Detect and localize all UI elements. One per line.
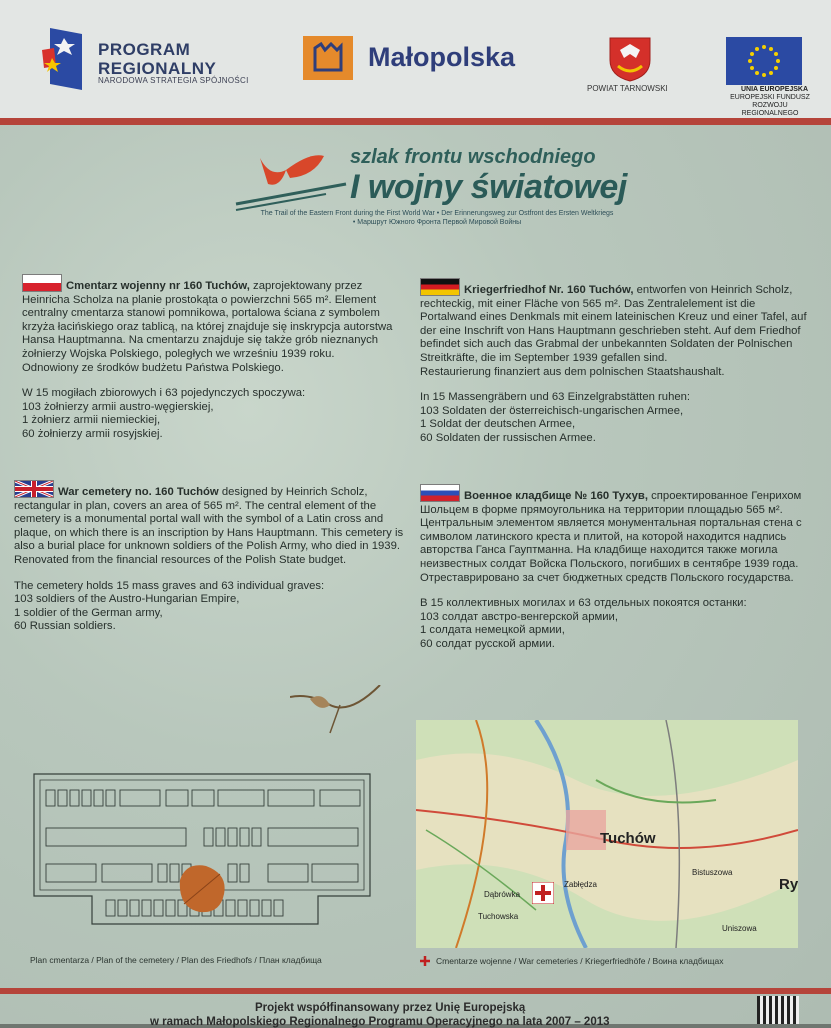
program-regionalny-logo-icon — [42, 28, 82, 90]
polish-renovation: Odnowiony ze środków budżetu Państwa Polskiego. — [22, 361, 284, 374]
polish-heading: Cmentarz wojenny nr 160 Tuchów, — [66, 280, 250, 292]
malopolska-logo-icon — [303, 36, 353, 80]
uk-flag-icon — [14, 480, 54, 498]
trail-subtitle-line2: • Маршрут Южного Фронта Первой Мировой Войны — [352, 219, 522, 226]
german-graves-line3: 60 Soldaten der russischen Armee. — [420, 431, 596, 444]
polish-graves-line1: 103 żołnierzy armii austro-węgierskiej, — [22, 400, 214, 413]
english-paragraph: designed by Heinrich Scholz, rectangular in plan, covers an area of 565 m². The central element of the cemetery is a monumental portal wall with the symbol of a Latin cross and plaque, on which there is an inscription by Hans Hauptmann. This cemetery is also a burial place for unknown soldiers of the Polish Army, who died in 1939. — [14, 486, 404, 553]
area-map — [416, 720, 798, 948]
russian-graves-intro: В 15 коллективных могилах и 63 отдельных покоятся останки: — [420, 597, 747, 610]
polish-graves-intro: W 15 mogiłach zbiorowych i 63 pojedynczych spoczywa: — [22, 387, 306, 400]
trail-subtitle — [232, 209, 642, 227]
german-graves-intro: In 15 Massengräbern und 63 Einzelgrabstätten ruhen: — [420, 391, 691, 404]
trail-title-line1: szlak frontu wschodniego — [350, 146, 596, 168]
polish-graves-line2: 1 żołnierz armii niemieckiej, — [22, 414, 161, 427]
russian-paragraph: спроектированное Генрихом Шольцем в форме прямоугольника на территории площадью 565 м². Центральным элементом является монументальная портальная стена с символом латинского креста и плитой, на которой находится надпись авторства Ганса Гауптманна. На кладбище находится также могила неизвестных солдат Войска Польского, погибших в сентябре 1939 года. — [420, 490, 802, 570]
map-label-bistuszowa: Bistuszowa — [692, 868, 733, 877]
eu-sub-line1: EUROPEJSKI FUNDUSZ — [730, 94, 810, 101]
eu-sub-line2: ROZWOJU REGIONALNEGO — [741, 102, 799, 117]
trail-butterfly-logo-icon — [230, 148, 350, 213]
powiat-tarnowski-crest-icon — [606, 36, 654, 82]
map-label-uniszowa: Uniszowa — [722, 924, 757, 933]
eu-flag-icon — [726, 37, 802, 85]
leaf-debris-icon — [172, 860, 230, 916]
trail-title-line2: I wojny światowej — [350, 168, 627, 206]
english-graves-line3: 60 Russian soldiers. — [14, 620, 116, 633]
english-heading: War cemetery no. 160 Tuchów — [58, 486, 219, 498]
powiat-tarnowski-label: POWIAT TARNOWSKI — [587, 84, 668, 93]
eu-subtitle — [727, 94, 813, 118]
english-text-block — [14, 480, 408, 634]
polish-paragraph: zaprojektowany przez Heinricha Scholza na planie prostokąta o powierzchni 565 m². Element centralny cmentarza stanowi pomnikowa, portalowa ściana z symbolem krzyża łacińskiego oraz tablicą, na której znajduje się inskrypcja autorstwa Hansa Hauptmanna. Na cmentarzu znajduje się także grób nieznanych żołnierzy Wojska Polskiego, poległych we wrześniu 1939 roku. — [22, 280, 393, 360]
map-label-ry: Ry — [779, 876, 798, 893]
footer-line2: w ramach Małopolskiego Regionalnego Programu Operacyjnego na lata 2007 – 2013 — [150, 1016, 610, 1028]
program-regionalny-subtitle: NARODOWA STRATEGIA SPÓJNOŚCI — [98, 76, 249, 85]
russian-graves-line2: 1 солдата немецкой армии, — [420, 624, 565, 637]
german-renovation: Restaurierung finanziert aus dem polnischen Staatshaushalt. — [420, 365, 725, 378]
russian-text-block — [420, 484, 808, 652]
cemetery-legend-icon — [420, 956, 430, 966]
german-text-block — [420, 278, 808, 446]
russian-graves-line1: 103 солдат австро-венгерской армии, — [420, 610, 619, 623]
twig-debris-icon — [290, 685, 385, 735]
map-label-dabrowka: Dąbrówka — [484, 890, 521, 899]
polish-text-block — [22, 274, 408, 442]
english-graves-line2: 1 soldier of the German army, — [14, 606, 163, 619]
map-label-tuchow: Tuchów — [600, 830, 656, 847]
program-regionalny-title — [98, 40, 216, 78]
german-graves-line1: 103 Soldaten der österreichisch-ungarischen Armee, — [420, 404, 684, 417]
polish-flag-icon — [22, 274, 62, 292]
divider-bottom — [0, 988, 831, 994]
russian-renovation: Отреставрировано за счет бюджетных средств Польского государства. — [420, 571, 794, 584]
program-line1: PROGRAM — [98, 40, 191, 59]
malopolska-wordmark: Małopolska — [368, 42, 516, 72]
english-graves-line1: 103 soldiers of the Austro-Hungarian Empire, — [14, 593, 240, 606]
trail-subtitle-line1: The Trail of the Eastern Front during the First World War • Der Erinnerungsweg zur Ostfront des Ersten Weltkriegs — [260, 210, 614, 217]
cemetery-marker-icon — [532, 882, 554, 904]
program-line2: REGIONALNY — [98, 59, 217, 78]
english-renovation: Renovated from the financial resources of the Polish State budget. — [14, 553, 347, 566]
russian-graves-line3: 60 солдат русской армии. — [420, 637, 555, 650]
german-heading: Kriegerfriedhof Nr. 160 Tuchów, — [464, 284, 634, 296]
russian-flag-icon — [420, 484, 460, 502]
german-graves-line2: 1 Soldat der deutschen Armee, — [420, 418, 576, 431]
divider-top — [0, 118, 831, 125]
russian-heading: Военное кладбище № 160 Тухув, — [464, 490, 649, 502]
english-graves-intro: The cemetery holds 15 mass graves and 63 individual graves: — [14, 579, 325, 592]
map-label-zabledza: Zabłędza — [564, 880, 597, 889]
plan-caption: Plan cmentarza / Plan of the cemetery / Plan des Friedhofs / План кладбища — [30, 955, 322, 965]
german-flag-icon — [420, 278, 460, 296]
map-label-tuchowska: Tuchowska — [478, 912, 519, 921]
eu-title: UNIA EUROPEJSKA — [741, 86, 809, 93]
footer-line1: Projekt współfinansowany przez Unię Europejską — [255, 1002, 526, 1014]
german-paragraph: entworfen von Heinrich Scholz, rechteckig, mit einer Fläche von 565 m². Das Zentralelement ist die Portalwand eines Denkmals mit einem lateinischen Kreuz und einer Tafel, auf der eine Inschrift von Hans Hauptmann geschrieben steht. Auf dem Friedhof befindet sich auch das Grabmal der unbekannten Soldaten der Polnischen Streitkräfte, die im September 1939 gefallen sind. — [420, 284, 807, 364]
polish-graves-line3: 60 żołnierzy armii rosyjskiej. — [22, 427, 163, 440]
map-caption: Cmentarze wojenne / War cemeteries / Kriegerfriedhöfe / Воина кладбищах — [436, 956, 724, 966]
qr-code-icon — [757, 996, 799, 1024]
